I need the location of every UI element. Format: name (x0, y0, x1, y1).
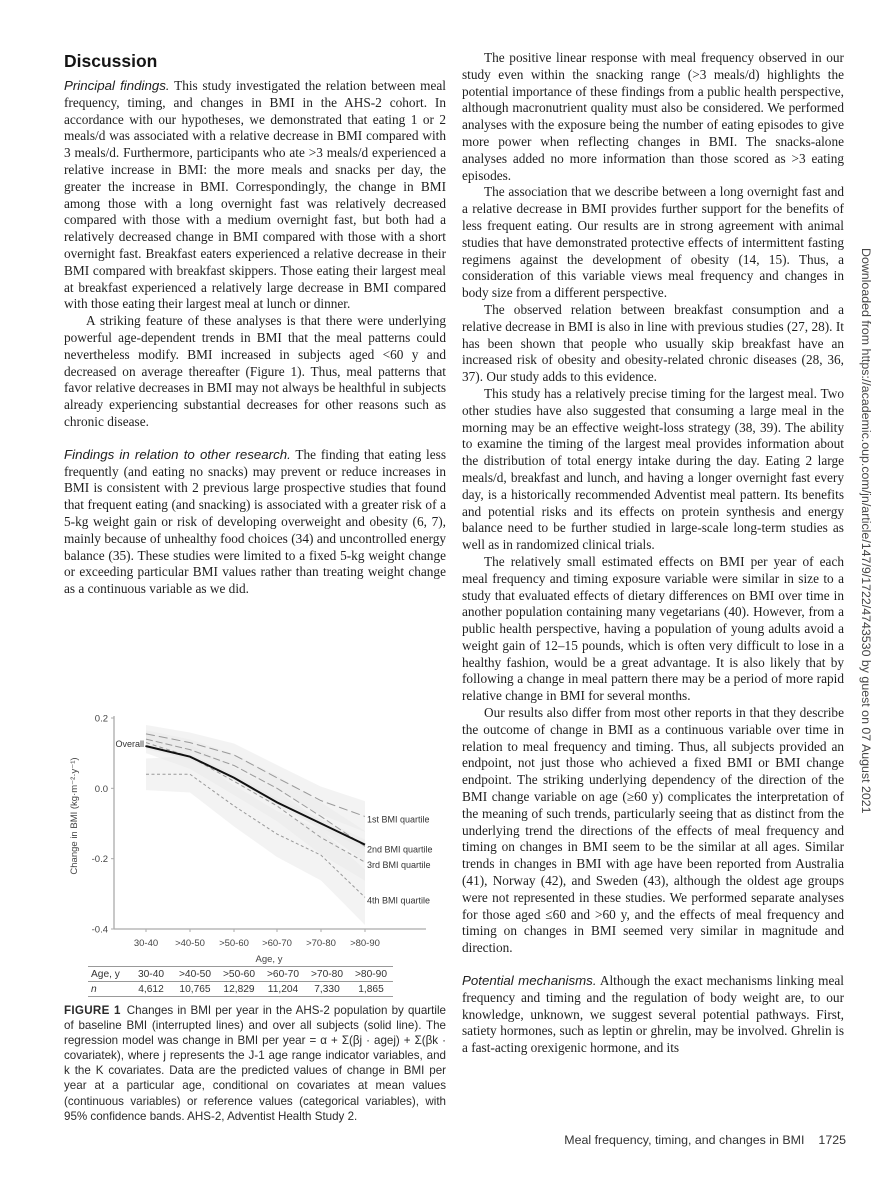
paragraph: Our results also differ from most other reports in that they describe the outcome of change in BMI as a continuous variable over time in relation to meal frequency and timing. Thus, all subjects provided an endpoint, not just those who achieved a fixed BMI or BMI change endpoint. The striking underlying dependency of the direction of the BMI change variable on age (≥60 y) complicates the interpretation of the meaning of such trends, particularly seeing that as distinct from the underlying trend the directions of the effects of meal frequency and timing on changes in BMI seem to be the similar at all ages. Similar trends in changes in BMI with age have been reported from Australia (41), Norway (42), and Sweden (43), although the oldest age groups were not represented in these studies. We performed separate analyses for those aged ≤60 and >60 y, and the effects of meal frequency and timing on changes in BMI seemed very similar in magnitude and direction. (462, 705, 844, 956)
left-column (64, 50, 446, 598)
x-tick-label: >80-90 (350, 938, 380, 949)
paragraph-text: The finding that eating less frequently (and eating no snacks) may prevent or reduce increases in BMI is consistent with 2 previous large prospective studies that found that frequent eating (and snacking) is associated with a greater risk of a 5-kg weight gain or risk of developing overweight and obesity (6, 7), mainly because of unhealthy food choices (34) and uncontrolled energy balance (35). These studies were limited to a fixed 5-kg weight change or exceeding particular BMI values rather than treating weight change as a continuous variable as we did. (64, 446, 447, 597)
caption-text: Changes in BMI per year in the AHS-2 population by quartile of baseline BMI (interrupted lines) and over all subjects (solid line). The regression model was change in BMI per year = α + Σ(βj · agej) + Σ(βk · covariatek), where j represents the J-1 age range indicator variables, and k the K covariates. Data are the predicted values of change in BMI per year at a particular age, conditional on covariates at mean values (continuous variables) or reference values (categorical variables), with 95% confidence bands. AHS-2, Adventist Health Study 2. (64, 1004, 446, 1123)
figure-label: FIGURE 1 (64, 1004, 121, 1017)
line-chart (64, 706, 446, 966)
paragraph: This study has a relatively precise timing for the largest meal. Two other studies have also suggested that consuming a large meal in the morning may be an effective weight-loss strategy (38, 39). The ability to examine the timing of the largest meal provides information about the distribution of total energy intake during the day. Eating 2 large meals/d, breakfast and lunch, and having a longer overnight fast every day, is a historically recommended Adventist meal pattern. Its benefits and potential risks and its effects on protein synthesis and energy balance need to be further studied in large-scale long-term studies as well as in randomized clinical trials. (462, 385, 844, 553)
runin-heading: Findings in relation to other research. (64, 446, 291, 462)
y-tick-label: -0.2 (91, 854, 108, 866)
paragraph: The relatively small estimated effects on BMI per year of each meal frequency and timing exposure variable were similar in size to a study that evaluated effects of dietary differences on BMI over time in another population containing many vegetarians (40). However, from a public health perspective, having a population of young adults avoid a weight gain of 12–15 pounds, which is often very difficult to lose in a healthy fashion, would be a great advantage. It is also likely that by following a change in meal pattern there may be a period of more rapid relative change in BMI for several months. (462, 553, 844, 704)
n-table-cell: 12,829 (217, 982, 261, 997)
y-tick-label: -0.4 (91, 924, 108, 936)
section-title: Discussion (64, 51, 158, 71)
n-table-cell: 11,204 (261, 982, 305, 997)
n-table-row-label: Age, y (88, 967, 129, 982)
download-watermark[interactable]: Downloaded from https://academic.oup.com/jn/article/147/9/1722/4743530 by guest on 07 August 2021 (859, 248, 873, 814)
n-table (88, 966, 393, 997)
series-label: 3rd BMI quartile (367, 860, 431, 871)
series-label: Overall (115, 739, 144, 750)
x-tick-label: >40-50 (175, 938, 205, 949)
series-label: 1st BMI quartile (367, 814, 430, 825)
n-table-row-label: n (88, 982, 129, 997)
n-table-cell: >80-90 (349, 967, 393, 982)
y-tick-label: 0.0 (94, 783, 108, 795)
n-table-cell: >60-70 (261, 967, 305, 982)
page-footer (564, 1133, 846, 1147)
paragraph: The association that we describe between a long overnight fast and a relative decrease in BMI provides further support for the benefits of less frequent eating. Our results are in strong agreement with animal studies that have demonstrated protective effects of intermittent fasting regimens against the development of obesity (14, 15). Thus, a consideration of this variable views meal frequency and changes in body size from a different perspective. (462, 184, 844, 301)
n-table-n-row (88, 982, 393, 997)
x-tick-label: >70-80 (306, 938, 336, 949)
n-table-cell: >50-60 (217, 967, 261, 982)
n-table-cell: 30-40 (129, 967, 173, 982)
n-table-age-row (88, 967, 393, 982)
paragraph-other-research (64, 447, 446, 598)
n-table-cell: 4,612 (129, 982, 173, 997)
paragraph-potential-mechanisms (462, 973, 844, 1057)
runin-heading: Principal findings. (64, 78, 170, 93)
paragraph: The observed relation between breakfast consumption and a relative decrease in BMI is also in line with previous studies (27, 28). It has been shown that people who usually skip breakfast have an increased risk of obesity and obesity-related chronic diseases (28, 36, 37). Our study adds to this evidence. (462, 301, 844, 385)
series-label: 2nd BMI quartile (367, 844, 433, 855)
x-tick-label: >50-60 (219, 938, 249, 949)
x-axis-label: Age, y (255, 954, 283, 965)
n-table-cell: 7,330 (305, 982, 349, 997)
figure-1 (64, 706, 446, 966)
y-axis-label: Change in BMI (kg·m⁻²·y⁻¹) (69, 757, 80, 875)
right-column (462, 50, 844, 1057)
n-table-cell: 10,765 (173, 982, 217, 997)
n-table-cell: 1,865 (349, 982, 393, 997)
y-tick-label: 0.2 (94, 713, 108, 725)
paragraph-text: Although the exact mechanisms linking meal frequency and timing and the regulation of body weight are, to our knowledge, unknown, we suggest several potential pathways. First, satiety hormones, such as leptin or ghrelin, may be involved. Ghrelin is a fast-acting orexigenic hormone, and its (462, 973, 844, 1056)
figure-caption (64, 1003, 446, 1124)
x-tick-label: >60-70 (262, 938, 292, 949)
page-number: 1725 (818, 1133, 846, 1147)
running-title: Meal frequency, timing, and changes in BMI (564, 1133, 805, 1147)
series-label: 4th BMI quartile (367, 895, 431, 906)
paragraph-principal-findings (64, 78, 446, 313)
x-tick-label: 30-40 (133, 938, 159, 949)
n-table-cell: >40-50 (173, 967, 217, 982)
paragraph-striking-feature: A striking feature of these analyses is that there were underlying powerful age-dependent trends in BMI that the meal patterns could nevertheless modify. BMI increased in subjects aged <60 y and decreased on average thereafter (Figure 1). Thus, meal patterns that favor relative decreases in BMI may not always be healthful in subjects already experiencing substantial decreases for other reasons such as chronic disease. (64, 313, 446, 429)
runin-heading: Potential mechanisms. (462, 973, 597, 989)
n-table-cell: >70-80 (305, 967, 349, 982)
paragraph: The positive linear response with meal frequency observed in our study even within the snacking range (>3 meals/d) highlights the potential importance of these findings from a public health perspective, although macronutrient quality must also be considered. We performed analyses with the exposure being the number of eating episodes to give more power when reflecting changes in BMI. The snacks-alone analyses added no more information than those scored as >3 eating episodes. (462, 50, 844, 183)
paragraph-text: This study investigated the relation between meal frequency, timing, and changes in BMI in the AHS-2 cohort. In accordance with our hypotheses, we demonstrated that eating 1 or 2 meals/d was associated with a relative decrease in BMI compared with 3 meals/d. Furthermore, participants who ate >3 meals/d experienced a relative increase in BMI: the more meals and snacks per day, the greater the increase in BMI. Correspondingly, the change in BMI among those with a long overnight fast was relatively decreased compared with those with a medium overnight fast, but both had a relatively decreased change in BMI compared with those with a short overnight fast. Breakfast eaters experienced a relative decrease in their BMI compared with breakfast skippers. Those eating their largest meal at breakfast experienced a relatively large decrease in BMI compared with those eating their largest meal at lunch or dinner. (64, 78, 447, 312)
